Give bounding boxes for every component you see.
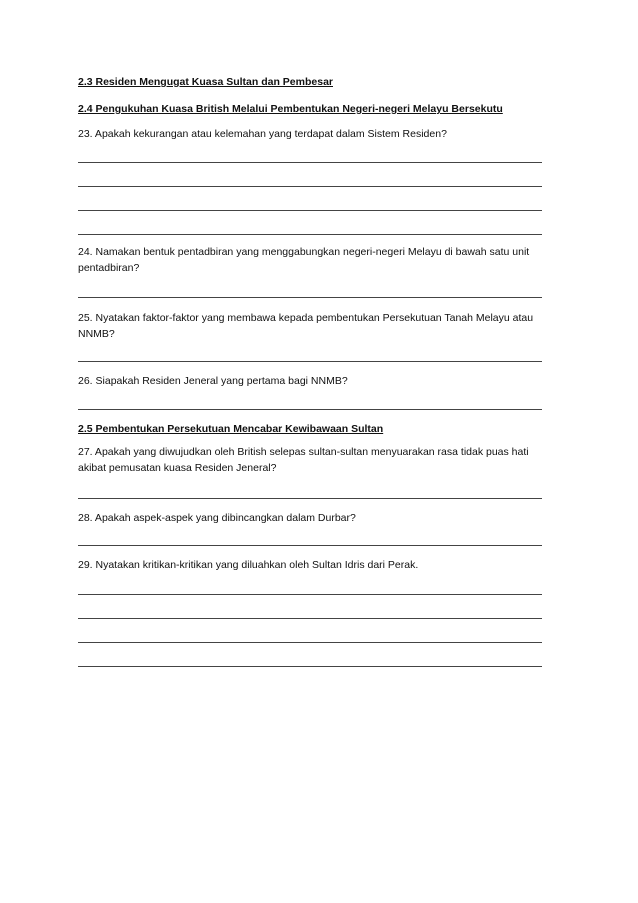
answer-line[interactable] bbox=[78, 234, 542, 235]
answer-line[interactable] bbox=[78, 297, 542, 298]
answer-line[interactable] bbox=[78, 618, 542, 619]
question-23: 23. Apakah kekurangan atau kelemahan yang terdapat dalam Sistem Residen? bbox=[78, 128, 447, 140]
question-25: 25. Nyatakan faktor-faktor yang membawa kepada pembentukan Persekutuan Tanah Melayu atau NNMB? bbox=[78, 312, 534, 340]
question-27: 27. Apakah yang diwujudkan oleh British selepas sultan-sultan menyuarakan rasa tidak puas hati akibat pemusatan kuasa Residen Jeneral? bbox=[78, 446, 529, 474]
answer-line[interactable] bbox=[78, 642, 542, 643]
section-heading-2-4: 2.4 Pengukuhan Kuasa British Melalui Pembentukan Negeri-negeri Melayu Bersekutu bbox=[78, 103, 503, 115]
question-29: 29. Nyatakan kritikan-kritikan yang diluahkan oleh Sultan Idris dari Perak. bbox=[78, 559, 419, 571]
answer-line[interactable] bbox=[78, 210, 542, 211]
answer-line[interactable] bbox=[78, 594, 542, 595]
answer-line[interactable] bbox=[78, 361, 542, 362]
question-26: 26. Siapakah Residen Jeneral yang pertama bagi NNMB? bbox=[78, 375, 348, 387]
answer-line[interactable] bbox=[78, 666, 542, 667]
answer-line[interactable] bbox=[78, 162, 542, 163]
question-28: 28. Apakah aspek-aspek yang dibincangkan dalam Durbar? bbox=[78, 512, 356, 524]
section-heading-2-5: 2.5 Pembentukan Persekutuan Mencabar Kewibawaan Sultan bbox=[78, 423, 384, 435]
answer-line[interactable] bbox=[78, 545, 542, 546]
section-heading-2-3: 2.3 Residen Mengugat Kuasa Sultan dan Pembesar bbox=[78, 76, 333, 88]
answer-line[interactable] bbox=[78, 498, 542, 499]
answer-line[interactable] bbox=[78, 186, 542, 187]
question-24: 24. Namakan bentuk pentadbiran yang menggabungkan negeri-negeri Melayu di bawah satu unit pentadbiran? bbox=[78, 246, 530, 274]
answer-line[interactable] bbox=[78, 409, 542, 410]
